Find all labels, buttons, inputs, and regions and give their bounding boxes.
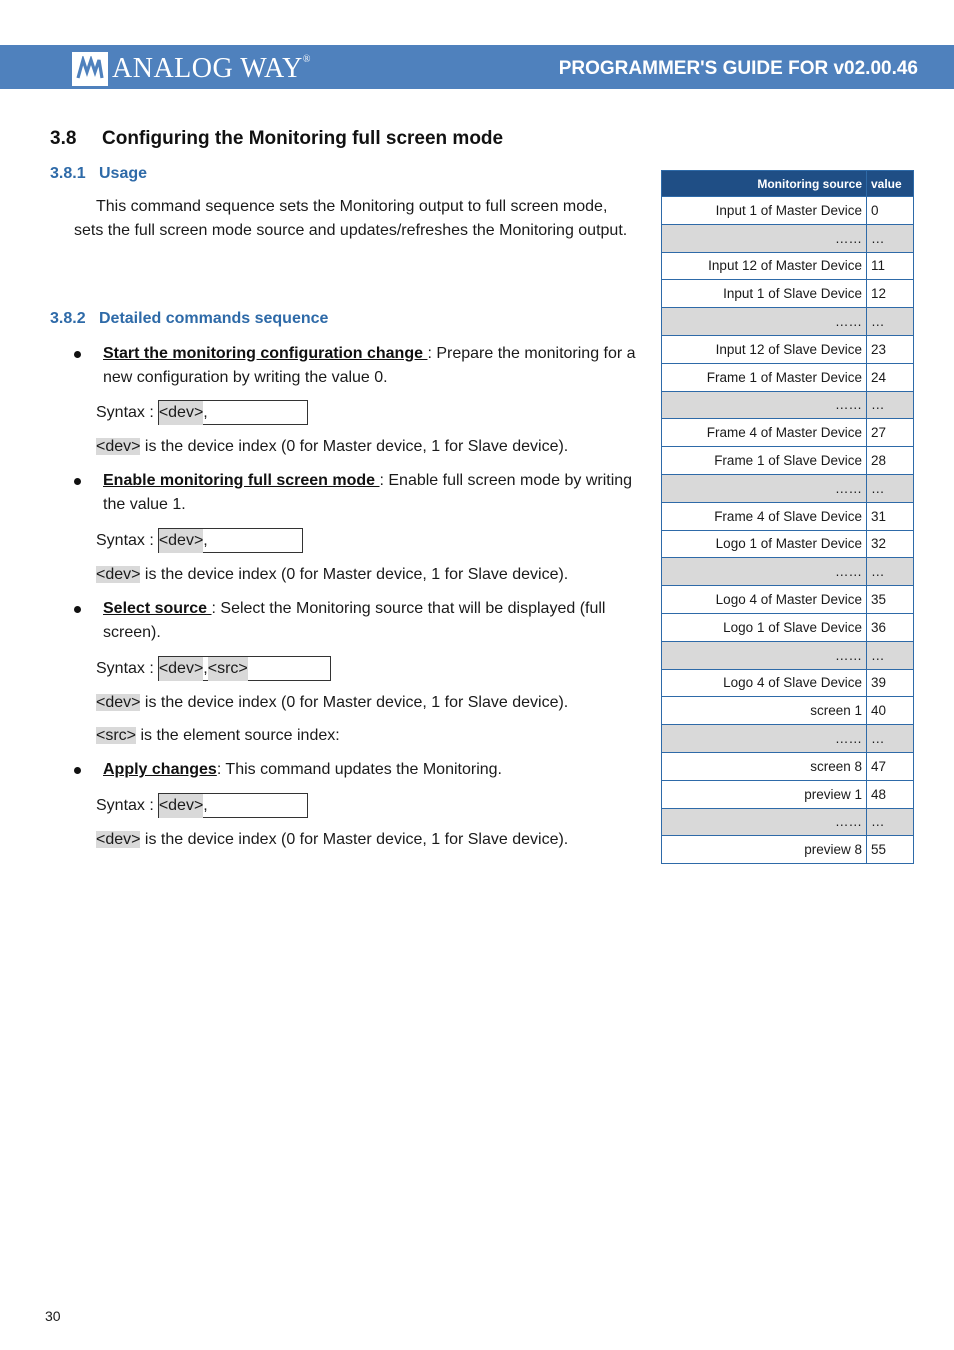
table-row: [662, 752, 914, 780]
syntax-line: [96, 400, 308, 425]
cell-source: preview 1: [662, 780, 867, 808]
table-row: [662, 808, 914, 836]
cell-value: 12: [867, 280, 914, 308]
cell-source: Frame 4 of Master Device: [662, 419, 867, 447]
cell-value: 48: [867, 780, 914, 808]
usage-paragraph: This command sequence sets the Monitoring output to full screen mode, sets the full screen mode source and updates/refreshes the Monitoring output.: [74, 198, 628, 239]
cell-source: Input 1 of Master Device: [662, 197, 867, 225]
column-header-source: Monitoring source: [662, 171, 867, 197]
section-title: Configuring the Monitoring full screen mode: [102, 128, 504, 149]
usage-number: 3.8.1: [50, 165, 86, 182]
step-enable-fullscreen: [74, 469, 644, 517]
bullet-icon: [74, 351, 81, 358]
step-link-apply-changes[interactable]: Apply changes: [103, 761, 217, 778]
table-row: [662, 280, 914, 308]
detailed-number: 3.8.2: [50, 310, 86, 327]
cell-source: ……: [662, 725, 867, 753]
table-row: [662, 586, 914, 614]
cell-source: Input 12 of Slave Device: [662, 335, 867, 363]
syntax-line: [96, 793, 308, 818]
table-body: [662, 197, 914, 864]
cell-value: 0: [867, 197, 914, 225]
syntax-label: Syntax :: [96, 403, 154, 421]
param-description: <src> is the element source index:: [96, 727, 340, 744]
cell-source: screen 1: [662, 697, 867, 725]
step-text: Apply changes: This command updates the Monitoring.: [103, 761, 502, 778]
step-text: Start the monitoring configuration change : Prepare the monitoring for a new configuration by writing the value 0.: [103, 345, 636, 386]
table-row: [662, 335, 914, 363]
section-number: 3.8: [50, 128, 77, 149]
table-row: [662, 391, 914, 419]
cell-source: Logo 1 of Slave Device: [662, 613, 867, 641]
cell-source: Frame 4 of Slave Device: [662, 502, 867, 530]
syntax-line: [96, 656, 331, 681]
table-row: [662, 613, 914, 641]
cell-source: ……: [662, 308, 867, 336]
param-description: <dev> is the device index (0 for Master device, 1 for Slave device).: [96, 694, 569, 711]
bullet-icon: [74, 767, 81, 774]
cell-value: 11: [867, 252, 914, 280]
cell-source: ……: [662, 641, 867, 669]
table-row: [662, 363, 914, 391]
syntax-line: [96, 528, 303, 553]
table-row: [662, 641, 914, 669]
table-row: [662, 530, 914, 558]
table-row: [662, 669, 914, 697]
syntax-box: <dev> , <src>: [158, 656, 331, 681]
cell-source: Logo 4 of Slave Device: [662, 669, 867, 697]
step-text: Select source : Select the Monitoring source that will be displayed (full screen).: [103, 600, 606, 641]
table-row: [662, 447, 914, 475]
step-link-select-source[interactable]: Select source: [103, 600, 212, 617]
usage-title: Usage: [99, 165, 148, 182]
cell-value: …: [867, 308, 914, 336]
section-heading: [50, 126, 503, 152]
param-description: <dev> is the device index (0 for Master device, 1 for Slave device).: [96, 566, 569, 583]
cell-value: 28: [867, 447, 914, 475]
cell-value: 24: [867, 363, 914, 391]
table-row: [662, 558, 914, 586]
cell-source: ……: [662, 391, 867, 419]
bullet-icon: [74, 606, 81, 613]
cell-source: preview 8: [662, 836, 867, 864]
table-row: [662, 197, 914, 225]
detailed-heading: [50, 308, 328, 330]
syntax-box: <dev> ,: [158, 400, 308, 425]
table-row: [662, 725, 914, 753]
step-select-source: [74, 597, 644, 645]
step-text: Enable monitoring full screen mode : Enable full screen mode by writing the value 1.: [103, 472, 633, 513]
cell-value: 31: [867, 502, 914, 530]
table-row: [662, 836, 914, 864]
cell-value: 55: [867, 836, 914, 864]
step-apply-changes: [74, 758, 644, 784]
table-header-row: [662, 171, 914, 197]
param-description: <dev> is the device index (0 for Master device, 1 for Slave device).: [96, 831, 569, 848]
page-number: 30: [45, 1308, 61, 1324]
syntax-box: <dev> ,: [158, 528, 303, 553]
table-row: [662, 419, 914, 447]
usage-heading: [50, 163, 147, 185]
cell-value: …: [867, 725, 914, 753]
cell-source: Logo 4 of Master Device: [662, 586, 867, 614]
table-row: [662, 224, 914, 252]
syntax-label: Syntax :: [96, 659, 154, 677]
syntax-label: Syntax :: [96, 796, 154, 814]
table-row: [662, 502, 914, 530]
table-row: [662, 780, 914, 808]
syntax-box: <dev> ,: [158, 793, 308, 818]
cell-value: …: [867, 474, 914, 502]
cell-value: 27: [867, 419, 914, 447]
cell-value: …: [867, 641, 914, 669]
cell-source: Logo 1 of Master Device: [662, 530, 867, 558]
syntax-label: Syntax :: [96, 531, 154, 549]
cell-value: 35: [867, 586, 914, 614]
step-start-config: [74, 342, 644, 390]
cell-value: 47: [867, 752, 914, 780]
cell-value: …: [867, 558, 914, 586]
analog-way-logo: [72, 52, 311, 86]
cell-source: Frame 1 of Master Device: [662, 363, 867, 391]
column-header-value: value: [867, 171, 914, 197]
cell-value: 36: [867, 613, 914, 641]
document-title: PROGRAMMER'S GUIDE FOR v02.00.46: [558, 58, 918, 79]
cell-source: ……: [662, 558, 867, 586]
param-description: <dev> is the device index (0 for Master device, 1 for Slave device).: [96, 438, 569, 455]
monitoring-source-table: [661, 170, 914, 864]
table-row: [662, 308, 914, 336]
cell-source: ……: [662, 808, 867, 836]
cell-value: 32: [867, 530, 914, 558]
logo-text: ANALOG WAY®: [112, 53, 312, 84]
cell-source: Input 12 of Master Device: [662, 252, 867, 280]
cell-value: …: [867, 391, 914, 419]
cell-source: Input 1 of Slave Device: [662, 280, 867, 308]
table-row: [662, 474, 914, 502]
step-link-enable-fullscreen[interactable]: Enable monitoring full screen mode: [103, 472, 380, 489]
cell-source: Frame 1 of Slave Device: [662, 447, 867, 475]
cell-value: …: [867, 808, 914, 836]
analog-way-logo-icon: [72, 52, 108, 86]
cell-value: 23: [867, 335, 914, 363]
cell-value: …: [867, 224, 914, 252]
detailed-title: Detailed commands sequence: [99, 310, 329, 327]
cell-value: 40: [867, 697, 914, 725]
cell-value: 39: [867, 669, 914, 697]
step-link-start-config[interactable]: Start the monitoring configuration change: [103, 345, 428, 362]
table-row: [662, 697, 914, 725]
cell-source: ……: [662, 224, 867, 252]
cell-source: ……: [662, 474, 867, 502]
bullet-icon: [74, 478, 81, 485]
table-row: [662, 252, 914, 280]
cell-source: screen 8: [662, 752, 867, 780]
